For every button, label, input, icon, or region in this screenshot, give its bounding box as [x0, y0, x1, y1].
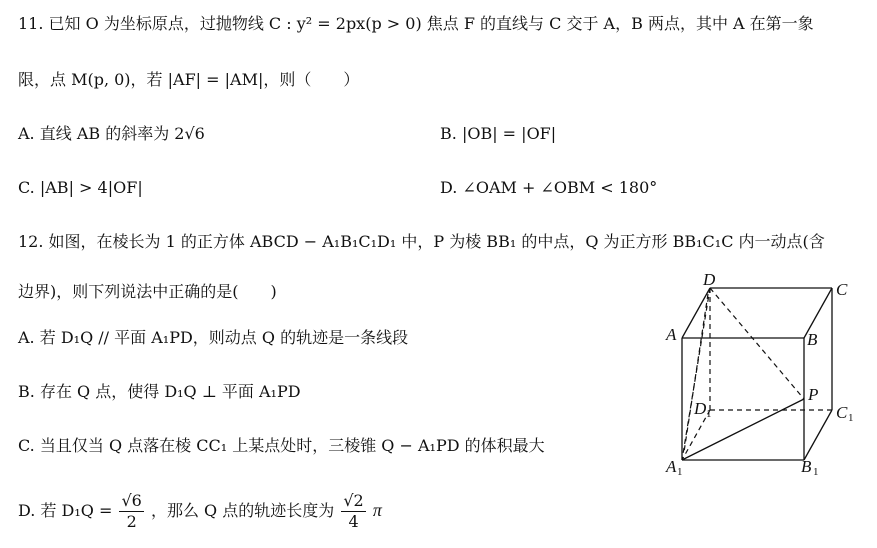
q12-option-b-text: 存在 Q 点，使得 D₁Q ⊥ 平面 A₁PD	[39, 382, 301, 401]
q11-option-c	[18, 176, 143, 200]
label-a1-subscript: 1	[677, 466, 683, 478]
label-d1: D	[694, 399, 707, 418]
q12-option-c-text: 当且仅当 Q 点落在棱 CC₁ 上某点处时，三棱锥 Q − A₁PD 的体积最大	[39, 436, 545, 455]
q12-option-b-label: B.	[18, 382, 35, 401]
q11-option-a-label: A.	[18, 124, 35, 143]
cube-figure	[660, 272, 860, 478]
q11-option-a	[18, 122, 205, 146]
q11-stem-line1	[18, 12, 814, 36]
q11-number: 11.	[18, 14, 44, 33]
q11-option-d	[440, 176, 657, 200]
q11-stem-line2: 限，点 M(p, 0)，若 |AF| = |AM|，则（ ）	[18, 70, 360, 89]
q12-option-d-text-2: ，那么 Q 点的轨迹长度为	[150, 501, 335, 520]
edge-c1b1	[804, 410, 832, 460]
q12-option-a	[18, 326, 408, 350]
q12-option-a-label: A.	[18, 328, 35, 347]
segment-dp	[710, 288, 804, 399]
q12-option-d-fraction-2-denominator: 4	[348, 512, 359, 531]
q11-option-a-text: 直线 AB 的斜率为 2√6	[39, 124, 205, 143]
q12-option-c-label: C.	[18, 436, 35, 455]
segment-da1-inner	[684, 294, 708, 452]
q12-option-d-fraction-2	[341, 491, 365, 532]
label-b1: B	[801, 457, 812, 476]
q12-stem-text-1: 如图，在棱长为 1 的正方体 ABCD − A₁B₁C₁D₁ 中，P 为棱 BB₁ 的中点，Q 为正方形 BB₁C₁C 内一动点(含	[48, 232, 825, 251]
label-b1-subscript: 1	[813, 466, 819, 478]
q12-option-b	[18, 380, 301, 404]
q12-option-d-fraction-2-numerator: √2	[343, 491, 364, 510]
q12-stem-line1	[18, 230, 825, 254]
q11-option-d-text: ∠OAM + ∠OBM < 180°	[462, 178, 658, 197]
q11-stem-text-1: 已知 O 为坐标原点，过抛物线 C : y² = 2px(p > 0) 焦点 F 的直线与 C 交于 A，B 两点，其中 A 在第一象	[48, 14, 814, 33]
label-c: C	[836, 280, 848, 299]
q11-option-b-label: B.	[440, 124, 457, 143]
q12-option-d	[18, 486, 382, 535]
q11-option-d-label: D.	[440, 178, 458, 197]
q12-option-d-fraction-1	[119, 491, 143, 532]
label-d: D	[703, 272, 716, 289]
q11-option-c-label: C.	[18, 178, 35, 197]
q11-option-c-text: |AB| > 4|OF|	[39, 178, 143, 197]
label-a1: A	[666, 457, 677, 476]
label-b: B	[807, 330, 818, 349]
q12-option-d-label: D.	[18, 501, 36, 520]
label-c1: C	[836, 403, 848, 422]
label-c1-subscript: 1	[848, 412, 854, 424]
q12-option-d-fraction-1-numerator: √6	[121, 491, 142, 510]
label-a: A	[666, 325, 677, 344]
label-d1-subscript: 1	[706, 408, 712, 420]
q11-option-b	[440, 122, 556, 146]
q12-option-d-fraction-1-denominator: 2	[126, 512, 137, 531]
q12-number: 12.	[18, 232, 44, 251]
q11-option-b-text: |OB| = |OF|	[461, 124, 557, 143]
q12-option-d-text-1: 若 D₁Q =	[40, 501, 113, 520]
edge-ad	[682, 288, 710, 338]
label-p: P	[808, 385, 819, 404]
q12-option-a-text: 若 D₁Q // 平面 A₁PD，则动点 Q 的轨迹是一条线段	[39, 328, 409, 347]
q12-option-d-pi: π	[372, 500, 382, 520]
q12-stem-line2: 边界)，则下列说法中正确的是( )	[18, 282, 277, 301]
q12-option-c	[18, 434, 545, 458]
